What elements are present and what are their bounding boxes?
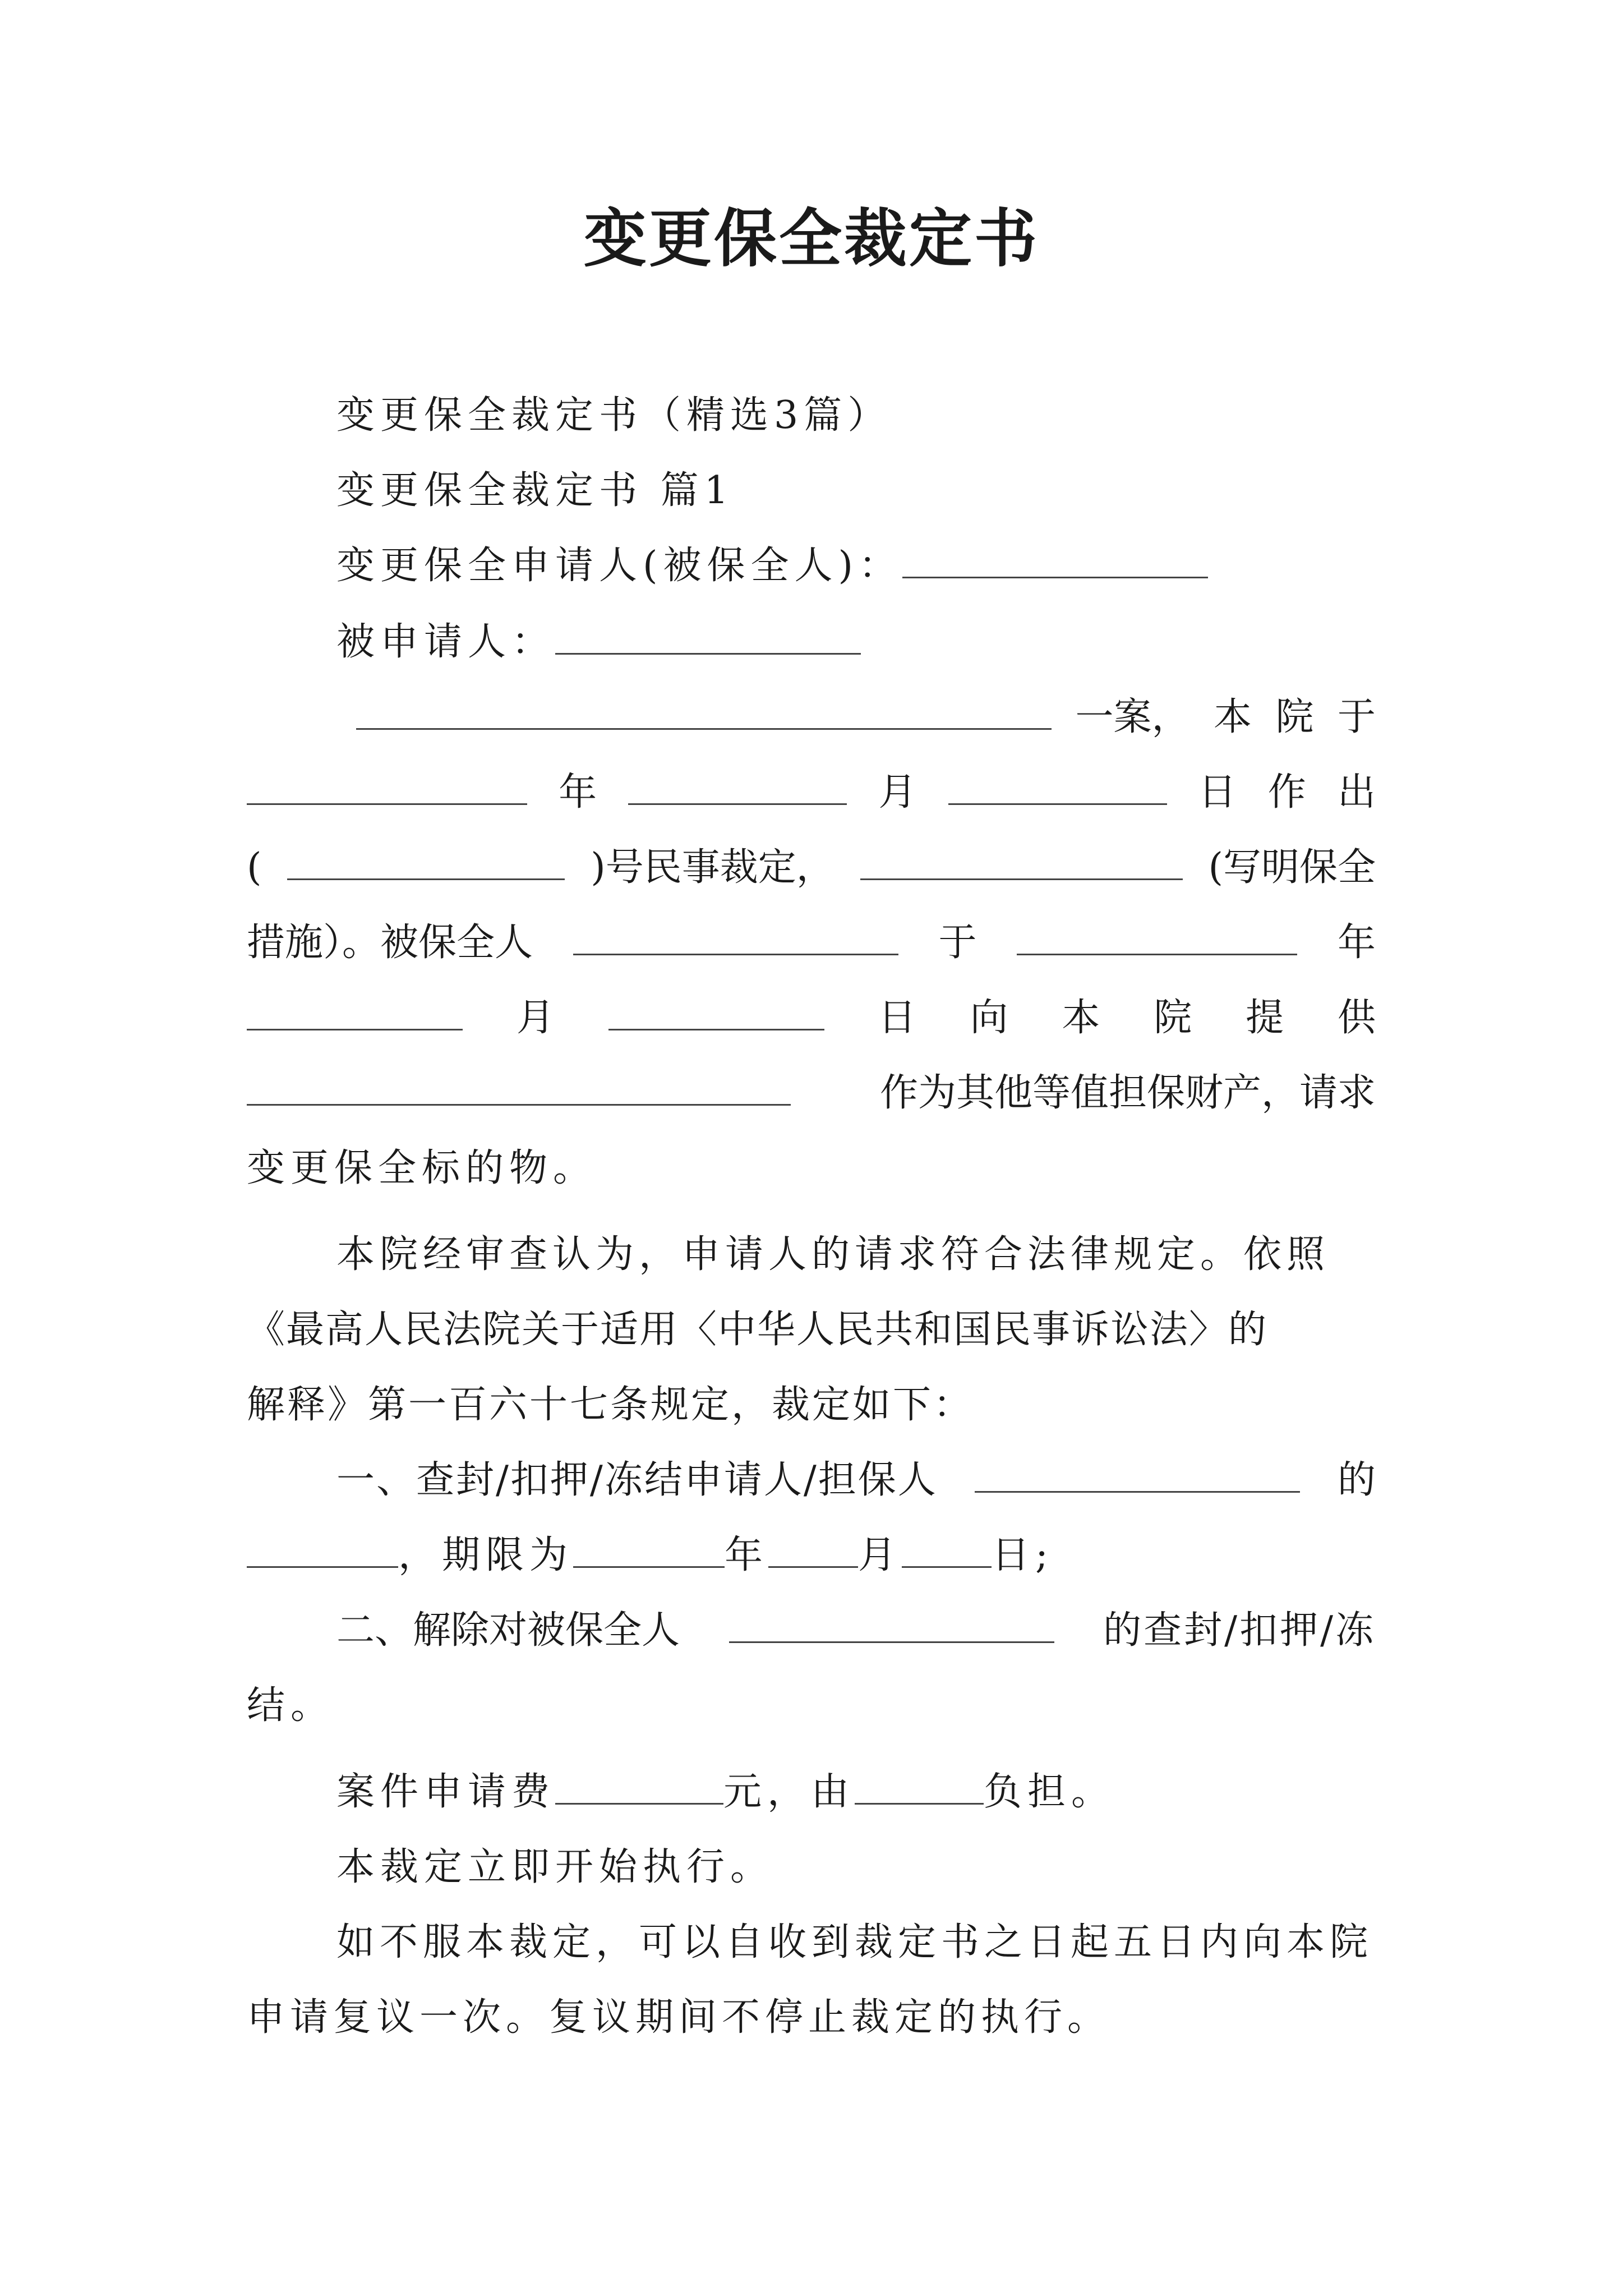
- ruling-text: 二、解除对被保全人: [336, 1608, 680, 1653]
- case-text: 年: [559, 770, 597, 815]
- case-text: 月: [516, 996, 555, 1040]
- review-line-1: 本院经审查认为，申请人的请求符合法律规定。依照: [336, 1232, 1330, 1277]
- case-text: 供: [1337, 996, 1376, 1040]
- fee-amount-blank[interactable]: [555, 1769, 723, 1805]
- applicant-line: [336, 541, 1208, 591]
- case-text: 日: [1198, 770, 1237, 815]
- ruling-text: 年: [725, 1533, 769, 1577]
- day-blank-2[interactable]: [608, 995, 824, 1030]
- ruling-text: 日;: [992, 1533, 1054, 1577]
- case-text: 作: [1267, 770, 1306, 815]
- respondent-label: 被申请人：: [336, 620, 556, 664]
- appeal-line-1: 如不服本裁定，可以自收到裁定书之日起五日内向本院: [336, 1920, 1373, 1964]
- case-line-1: [356, 692, 1376, 743]
- respondent-name-blank[interactable]: [573, 920, 898, 955]
- case-text: 于: [1337, 695, 1376, 739]
- case-text: 月: [878, 770, 917, 815]
- ruling-text: ，期限为: [398, 1533, 574, 1577]
- measure-blank[interactable]: [860, 845, 1183, 880]
- case-text: 本: [1213, 695, 1252, 739]
- case-text: 措施）。被保全人: [247, 921, 533, 965]
- case-text: 院: [1275, 695, 1314, 739]
- ruling-1-line-2: [247, 1530, 1054, 1581]
- case-text: )号民事裁定，: [591, 845, 834, 890]
- case-text: 年: [1337, 921, 1376, 965]
- case-line-4: [247, 918, 1376, 968]
- case-text: 作为其他等值担保财产，请求: [879, 1071, 1376, 1115]
- ruling-2-line-2: 结。: [247, 1683, 335, 1728]
- case-line-3: [247, 843, 1376, 893]
- year-blank-2[interactable]: [1017, 920, 1297, 955]
- fee-text: 案件申请费: [336, 1770, 556, 1814]
- applicant-blank[interactable]: [902, 543, 1208, 578]
- document-title: 变更保全裁定书: [584, 202, 1039, 275]
- case-text: 出: [1337, 770, 1376, 815]
- case-text: 院: [1154, 996, 1192, 1040]
- ruling-text: 的: [1337, 1458, 1376, 1502]
- year-blank[interactable]: [247, 770, 527, 805]
- term-day-blank[interactable]: [902, 1533, 992, 1568]
- case-line-5: [247, 993, 1376, 1043]
- released-party-blank[interactable]: [729, 1608, 1054, 1643]
- term-month-blank[interactable]: [768, 1533, 858, 1568]
- section-heading: 变更保全裁定书 篇1: [336, 468, 734, 513]
- ruling-number-blank[interactable]: [287, 845, 565, 880]
- execute-line: 本裁定立即开始执行。: [336, 1845, 774, 1889]
- case-line-7: 变更保全标的物。: [247, 1146, 597, 1190]
- appeal-line-2: 申请复议一次。复议期间不停止裁定的执行。: [247, 1995, 1111, 2040]
- respondent-blank[interactable]: [555, 619, 861, 655]
- month-blank[interactable]: [628, 770, 847, 805]
- case-text: 一案，: [1075, 695, 1190, 739]
- ruling-1-line-1: [336, 1455, 1376, 1506]
- day-blank[interactable]: [948, 770, 1167, 805]
- fee-text: 元，由: [723, 1770, 855, 1814]
- case-text: (写明保全: [1208, 845, 1376, 890]
- month-blank-2[interactable]: [247, 995, 463, 1030]
- fee-text: 负担。: [984, 1770, 1115, 1814]
- term-year-blank[interactable]: [573, 1533, 725, 1568]
- property-owner-blank[interactable]: [975, 1457, 1300, 1493]
- case-text: (: [247, 845, 262, 890]
- case-line-6: [247, 1068, 1376, 1119]
- ruling-text: 月: [858, 1533, 902, 1577]
- fee-line: [336, 1767, 1115, 1818]
- case-text: 提: [1246, 996, 1284, 1040]
- review-line-2: 《最高人民法院关于适用〈中华人民共和国民事诉讼法〉的: [247, 1308, 1268, 1352]
- case-text: 日: [878, 996, 916, 1040]
- case-text: 本: [1062, 996, 1100, 1040]
- ruling-text: 的查封/扣押/冻: [1103, 1608, 1376, 1653]
- property-blank[interactable]: [247, 1070, 791, 1106]
- ruling-2-line-1: [336, 1605, 1376, 1656]
- case-line-2: [247, 767, 1376, 818]
- ruling-text: 一、查封/扣押/冻结申请人/担保人: [336, 1458, 938, 1502]
- property-item-blank[interactable]: [247, 1533, 398, 1568]
- case-name-blank[interactable]: [356, 694, 1052, 730]
- applicant-label: 变更保全申请人(被保全人)：: [336, 544, 903, 588]
- review-line-3: 解释》第一百六十七条规定，裁定如下：: [247, 1383, 974, 1427]
- subtitle: 变更保全裁定书（精选3篇）: [336, 393, 892, 438]
- respondent-line: [336, 617, 861, 668]
- case-text: 于: [938, 921, 977, 965]
- fee-payer-blank[interactable]: [855, 1769, 984, 1805]
- case-text: 向: [970, 996, 1008, 1040]
